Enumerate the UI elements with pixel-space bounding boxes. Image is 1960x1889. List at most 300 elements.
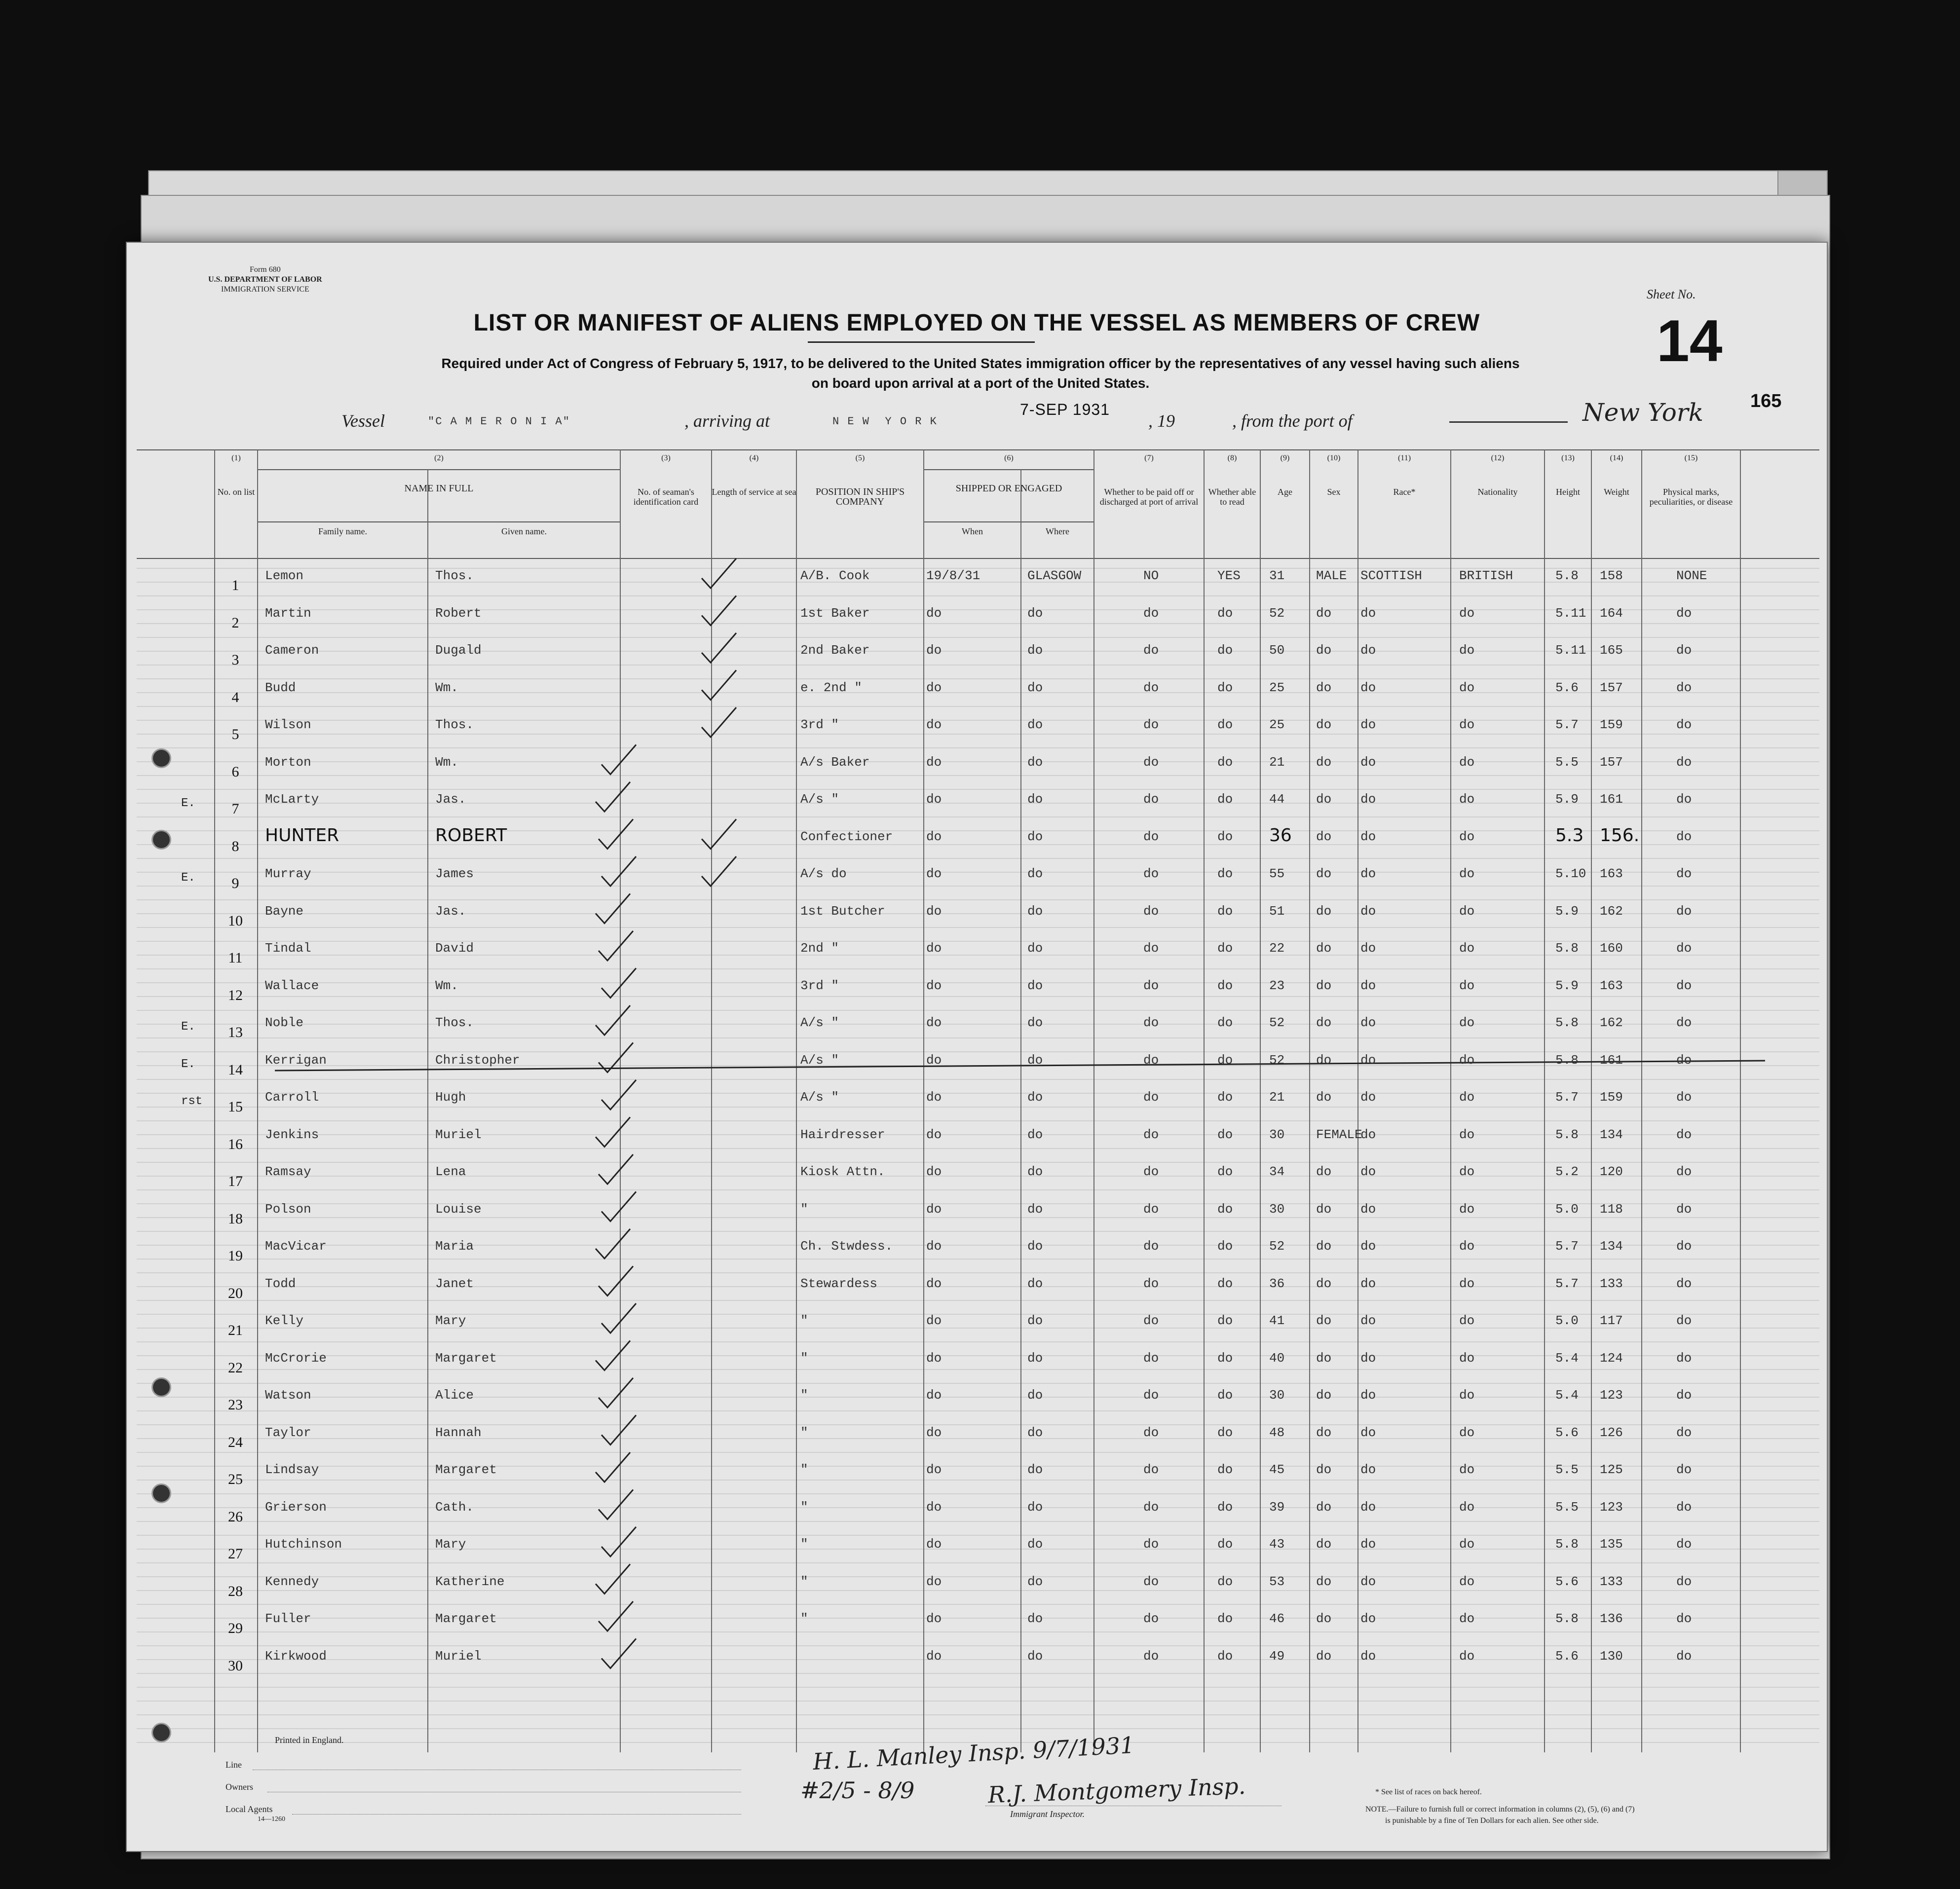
column-number: (12)	[1491, 454, 1505, 462]
cell-height: 5.7	[1555, 1276, 1579, 1291]
cell-position: A/s "	[800, 792, 839, 807]
year-prefix: , 19	[1148, 411, 1175, 431]
cell-family: Hutchinson	[265, 1537, 342, 1552]
cell-position: Hairdresser	[800, 1127, 885, 1142]
cell-when: do	[926, 829, 942, 844]
cell-weight: 159	[1600, 717, 1623, 732]
cell-height: 5.7	[1555, 1239, 1579, 1254]
cell-position: "	[800, 1537, 808, 1552]
cell-marks: do	[1676, 866, 1692, 881]
cell-race: do	[1360, 605, 1376, 621]
cell-sex: do	[1316, 1201, 1332, 1217]
cell-when: do	[926, 1164, 942, 1179]
cell-height: 5.8	[1555, 1015, 1579, 1030]
cell-read: do	[1217, 680, 1233, 695]
service: IMMIGRATION SERVICE	[221, 285, 309, 294]
cell-read: YES	[1217, 568, 1241, 583]
cell-race: do	[1360, 1127, 1376, 1142]
column-number: (5)	[855, 454, 865, 462]
cell-read: do	[1217, 1388, 1233, 1403]
cell-read: do	[1217, 1090, 1233, 1105]
cell-sex: MALE	[1316, 568, 1347, 583]
cell-read: do	[1217, 1499, 1233, 1515]
cell-age: 43	[1269, 1537, 1285, 1552]
cell-where: do	[1027, 1090, 1043, 1105]
cell-sex: do	[1316, 1499, 1332, 1515]
cell-marks: do	[1676, 978, 1692, 993]
cell-race: do	[1360, 829, 1376, 844]
cell-read: do	[1217, 1350, 1233, 1366]
row-number: 24	[228, 1434, 243, 1450]
cell-age: 36	[1269, 825, 1292, 846]
inspector-label: Immigrant Inspector.	[1010, 1809, 1085, 1819]
cell-given: Alice	[435, 1388, 474, 1403]
cell-nat: do	[1459, 829, 1475, 844]
column-header: Physical marks, peculiarities, or disease	[1649, 487, 1733, 507]
cell-age: 51	[1269, 903, 1285, 919]
cell-read: do	[1217, 1276, 1233, 1291]
cell-race: do	[1360, 717, 1376, 732]
cell-nat: do	[1459, 1015, 1475, 1030]
cell-given: Cath.	[435, 1499, 474, 1515]
check-mark	[596, 894, 630, 924]
cell-marks: do	[1676, 1164, 1692, 1179]
cell-where: do	[1027, 1164, 1043, 1179]
cell-race: do	[1360, 1313, 1376, 1328]
side-mark: E.	[181, 797, 195, 810]
cell-given: Janet	[435, 1276, 474, 1291]
cell-when: do	[926, 1537, 942, 1552]
cell-paid: do	[1143, 1350, 1159, 1366]
check-mark	[599, 931, 633, 961]
cell-family: McCrorie	[265, 1350, 327, 1366]
cell-height: 5.5	[1555, 1499, 1579, 1515]
footer-line-label: Line	[226, 1760, 242, 1770]
cell-given: Wm.	[435, 754, 458, 770]
cell-height: 5.9	[1555, 978, 1579, 993]
cell-when: do	[926, 866, 942, 881]
cell-position: 3rd "	[800, 978, 839, 993]
column-header: POSITION IN SHIP'S COMPANY	[815, 486, 905, 507]
cell-nat: do	[1459, 1090, 1475, 1105]
cell-given: Lena	[435, 1164, 466, 1179]
column-number: (10)	[1327, 454, 1341, 462]
row-number: 22	[228, 1359, 243, 1376]
cell-given: Jas.	[435, 792, 466, 807]
cell-nat: do	[1459, 1537, 1475, 1552]
cell-paid: do	[1143, 1164, 1159, 1179]
cell-sex: do	[1316, 1313, 1332, 1328]
cell-when: do	[926, 1276, 942, 1291]
cell-where: do	[1027, 792, 1043, 807]
column-number: (8)	[1227, 454, 1237, 462]
cell-given: Wm.	[435, 978, 458, 993]
row-number: 8	[231, 838, 239, 854]
column-header: Whether able to read	[1208, 487, 1256, 507]
cell-when: do	[926, 792, 942, 807]
column-header: Whether to be paid off or discharged at port of arrival	[1099, 487, 1199, 507]
cell-when: do	[926, 643, 942, 658]
vessel-name: "C A M E R O N I A"	[428, 415, 570, 428]
cell-sex: FEMALE	[1316, 1127, 1362, 1142]
cell-family: MacVicar	[265, 1239, 327, 1254]
cell-position: "	[800, 1425, 808, 1440]
cell-read: do	[1217, 978, 1233, 993]
cell-where: do	[1027, 1648, 1043, 1664]
cell-race: do	[1360, 1462, 1376, 1477]
cell-race: do	[1360, 1201, 1376, 1217]
cell-paid: do	[1143, 1648, 1159, 1664]
cell-family: Kennedy	[265, 1574, 319, 1589]
cell-age: 53	[1269, 1574, 1285, 1589]
cell-family: Wilson	[265, 717, 311, 732]
cell-nat: do	[1459, 1388, 1475, 1403]
cell-sex: do	[1316, 1425, 1332, 1440]
column-number: (2)	[434, 454, 444, 462]
row-number: 13	[228, 1024, 243, 1040]
cell-where: do	[1027, 1052, 1043, 1068]
cell-sex: do	[1316, 1276, 1332, 1291]
cell-family: Bayne	[265, 903, 304, 919]
cell-marks: do	[1676, 1425, 1692, 1440]
row-number: 17	[228, 1173, 243, 1189]
cell-weight: 161	[1600, 1052, 1623, 1068]
cell-sex: do	[1316, 717, 1332, 732]
row-number: 15	[228, 1099, 243, 1115]
cell-position: A/s Baker	[800, 754, 870, 770]
subtitle-line-1: Required under Act of Congress of February 5, 1917, to be delivered to the United States immigration officer by the representatives of any vessel having such aliens	[441, 356, 1520, 371]
cell-marks: do	[1676, 1388, 1692, 1403]
column-number: (7)	[1144, 454, 1154, 462]
column-number: (3)	[661, 454, 671, 462]
footer-owners-label: Owners	[226, 1782, 253, 1792]
cell-age: 40	[1269, 1350, 1285, 1366]
row-number: 3	[231, 652, 239, 668]
footer-agents-code: 14—1260	[258, 1815, 285, 1823]
form-number: Form 680	[250, 265, 281, 274]
cell-sex: do	[1316, 605, 1332, 621]
check-mark	[602, 1639, 636, 1668]
cell-sex: do	[1316, 978, 1332, 993]
cell-marks: do	[1676, 1090, 1692, 1105]
cell-height: 5.0	[1555, 1201, 1579, 1217]
cell-given: Muriel	[435, 1648, 482, 1664]
cell-where: do	[1027, 754, 1043, 770]
cell-sex: do	[1316, 1462, 1332, 1477]
cell-marks: do	[1676, 792, 1692, 807]
cell-where: do	[1027, 1127, 1043, 1142]
cell-family: Lemon	[265, 568, 304, 583]
cell-marks: do	[1676, 605, 1692, 621]
sheet-number: 14	[1657, 308, 1723, 374]
cell-height: 5.8	[1555, 1537, 1579, 1552]
cell-given: Maria	[435, 1239, 474, 1254]
cell-height: 5.8	[1555, 568, 1579, 583]
cell-given: Thos.	[435, 717, 474, 732]
cell-read: do	[1217, 866, 1233, 881]
cell-paid: do	[1143, 829, 1159, 844]
footer-agents-label: Local Agents	[226, 1804, 273, 1814]
cell-nat: do	[1459, 1164, 1475, 1179]
row-number: 27	[228, 1546, 243, 1562]
cell-family: Murray	[265, 866, 311, 881]
check-mark	[602, 1303, 636, 1333]
cell-read: do	[1217, 1164, 1233, 1179]
cell-marks: do	[1676, 1015, 1692, 1030]
cell-weight: 125	[1600, 1462, 1623, 1477]
manifest-title: LIST OR MANIFEST OF ALIENS EMPLOYED ON THE VESSEL AS MEMBERS OF CREW	[473, 310, 1480, 336]
cell-nat: do	[1459, 941, 1475, 956]
cell-marks: do	[1676, 1499, 1692, 1515]
cell-weight: 161	[1600, 792, 1623, 807]
row-number: 20	[228, 1285, 243, 1301]
cell-marks: do	[1676, 941, 1692, 956]
cell-marks: do	[1676, 680, 1692, 695]
punch-hole	[151, 1723, 171, 1742]
cell-paid: do	[1143, 717, 1159, 732]
row-number: 1	[231, 577, 239, 593]
cell-where: do	[1027, 829, 1043, 844]
cell-weight: 158	[1600, 568, 1623, 583]
cell-nat: do	[1459, 903, 1475, 919]
page-number: 165	[1750, 391, 1782, 411]
check-mark	[596, 1452, 630, 1482]
row-number: 25	[228, 1471, 243, 1487]
cell-age: 22	[1269, 941, 1285, 956]
cell-race: do	[1360, 1090, 1376, 1105]
row-number: 7	[231, 801, 239, 817]
column-number: (15)	[1684, 454, 1698, 462]
cell-weight: 120	[1600, 1164, 1623, 1179]
cell-age: 46	[1269, 1611, 1285, 1626]
cell-nat: do	[1459, 754, 1475, 770]
cell-nat: do	[1459, 792, 1475, 807]
cell-given: Mary	[435, 1313, 466, 1328]
check-mark	[596, 1005, 630, 1035]
cell-height: 5.11	[1555, 605, 1586, 621]
side-mark: E.	[181, 1057, 195, 1071]
cell-nat: do	[1459, 978, 1475, 993]
cell-weight: 123	[1600, 1388, 1623, 1403]
punch-hole	[151, 1483, 171, 1503]
cell-where: do	[1027, 1313, 1043, 1328]
column-number: (11)	[1397, 454, 1411, 462]
cell-when: do	[926, 1611, 942, 1626]
cell-position: "	[800, 1313, 808, 1328]
cell-family: HUNTER	[265, 825, 339, 846]
cell-age: 52	[1269, 1239, 1285, 1254]
cell-position: "	[800, 1201, 808, 1217]
cell-read: do	[1217, 1239, 1233, 1254]
cell-sex: do	[1316, 1052, 1332, 1068]
cell-given: Jas.	[435, 903, 466, 919]
cell-weight: 124	[1600, 1350, 1623, 1366]
cell-where: do	[1027, 941, 1043, 956]
cell-race: do	[1360, 680, 1376, 695]
cell-family: Kirkwood	[265, 1648, 327, 1664]
cell-sex: do	[1316, 1090, 1332, 1105]
column-number: (4)	[749, 454, 759, 462]
cell-sex: do	[1316, 829, 1332, 844]
cell-race: do	[1360, 1052, 1376, 1068]
cell-position: A/s "	[800, 1052, 839, 1068]
signature-manley: H. L. Manley Insp. 9/7/1931	[812, 1731, 1135, 1776]
cell-family: Martin	[265, 605, 311, 621]
cell-nat: do	[1459, 1313, 1475, 1328]
check-mark	[702, 558, 736, 588]
cell-given: Muriel	[435, 1127, 482, 1142]
cell-age: 49	[1269, 1648, 1285, 1664]
cell-given: Katherine	[435, 1574, 505, 1589]
subhead-where: Where	[1046, 526, 1069, 536]
cell-position: Stewardess	[800, 1276, 878, 1291]
cell-sex: do	[1316, 866, 1332, 881]
cell-given: Margaret	[435, 1611, 497, 1626]
cell-family: Lindsay	[265, 1462, 319, 1477]
cell-paid: do	[1143, 1239, 1159, 1254]
cell-race: do	[1360, 1015, 1376, 1030]
check-mark	[599, 1154, 633, 1184]
cell-where: do	[1027, 1499, 1043, 1515]
cell-race: do	[1360, 792, 1376, 807]
cell-read: do	[1217, 829, 1233, 844]
cell-age: 25	[1269, 717, 1285, 732]
cell-read: do	[1217, 643, 1233, 658]
cell-paid: do	[1143, 1499, 1159, 1515]
subhead-when: When	[962, 526, 983, 536]
cell-marks: do	[1676, 829, 1692, 844]
cell-age: 21	[1269, 754, 1285, 770]
cell-where: do	[1027, 1015, 1043, 1030]
cell-age: 30	[1269, 1388, 1285, 1403]
cell-age: 48	[1269, 1425, 1285, 1440]
cell-age: 45	[1269, 1462, 1285, 1477]
from-port-label: , from the port of	[1232, 411, 1353, 431]
cell-height: 5.2	[1555, 1164, 1579, 1179]
cell-marks: NONE	[1676, 568, 1707, 583]
cell-family: Taylor	[265, 1425, 311, 1440]
column-header: No. of seaman's identification card	[633, 487, 699, 507]
punch-hole	[151, 1377, 171, 1397]
cell-where: do	[1027, 866, 1043, 881]
arriving-label: , arriving at	[684, 411, 770, 431]
signature-montgomery: R.J. Montgomery Insp.	[987, 1772, 1246, 1809]
cell-paid: do	[1143, 1052, 1159, 1068]
vessel-label: Vessel	[341, 411, 385, 431]
cell-height: 5.0	[1555, 1313, 1579, 1328]
cell-height: 5.4	[1555, 1350, 1579, 1366]
cell-weight: 126	[1600, 1425, 1623, 1440]
cell-marks: do	[1676, 643, 1692, 658]
check-mark	[702, 596, 736, 626]
cell-nat: do	[1459, 1499, 1475, 1515]
cell-when: do	[926, 605, 942, 621]
cell-position: A/B. Cook	[800, 568, 870, 583]
cell-nat: do	[1459, 866, 1475, 881]
check-mark	[596, 1229, 630, 1259]
cell-age: 41	[1269, 1313, 1285, 1328]
cell-paid: do	[1143, 866, 1159, 881]
cell-family: Morton	[265, 754, 311, 770]
check-marks	[127, 243, 1827, 1851]
cell-sex: do	[1316, 1611, 1332, 1626]
cell-weight: 156.	[1600, 825, 1640, 846]
cell-where: do	[1027, 605, 1043, 621]
cell-marks: do	[1676, 1462, 1692, 1477]
cell-height: 5.9	[1555, 903, 1579, 919]
cell-when: do	[926, 1015, 942, 1030]
cell-read: do	[1217, 1574, 1233, 1589]
cell-paid: do	[1143, 903, 1159, 919]
cell-read: do	[1217, 1052, 1233, 1068]
cell-read: do	[1217, 1537, 1233, 1552]
cell-height: 5.11	[1555, 643, 1586, 658]
cell-when: do	[926, 1350, 942, 1366]
check-mark	[602, 1527, 636, 1556]
cell-paid: do	[1143, 1276, 1159, 1291]
check-mark	[599, 1490, 633, 1519]
cell-read: do	[1217, 941, 1233, 956]
cell-age: 30	[1269, 1201, 1285, 1217]
cell-read: do	[1217, 903, 1233, 919]
cell-age: 34	[1269, 1164, 1285, 1179]
column-number: (13)	[1561, 454, 1575, 462]
cell-where: do	[1027, 1239, 1043, 1254]
cell-family: Noble	[265, 1015, 304, 1030]
cell-height: 5.9	[1555, 792, 1579, 807]
cell-position: e. 2nd "	[800, 680, 862, 695]
cell-paid: do	[1143, 792, 1159, 807]
manifest-sheet	[126, 242, 1828, 1852]
cell-weight: 133	[1600, 1574, 1623, 1589]
row-number: 5	[231, 726, 239, 742]
cell-where: do	[1027, 680, 1043, 695]
subhead-family: Family name.	[318, 526, 367, 536]
check-mark	[596, 782, 630, 812]
cell-position: "	[800, 1388, 808, 1403]
cell-height: 5.8	[1555, 1127, 1579, 1142]
cell-weight: 162	[1600, 1015, 1623, 1030]
cell-position: 2nd "	[800, 941, 839, 956]
cell-when: do	[926, 680, 942, 695]
cell-height: 5.5	[1555, 1462, 1579, 1477]
cell-race: do	[1360, 1611, 1376, 1626]
cell-weight: 163	[1600, 866, 1623, 881]
cell-marks: do	[1676, 754, 1692, 770]
cell-nat: do	[1459, 1276, 1475, 1291]
cell-marks: do	[1676, 1052, 1692, 1068]
column-header: Length of service at sea	[712, 487, 796, 497]
cell-age: 36	[1269, 1276, 1285, 1291]
check-mark	[602, 856, 636, 886]
cell-given: Wm.	[435, 680, 458, 695]
cell-sex: do	[1316, 680, 1332, 695]
cell-family: Grierson	[265, 1499, 327, 1515]
cell-sex: do	[1316, 1388, 1332, 1403]
cell-when: do	[926, 1425, 942, 1440]
column-header: Height	[1556, 487, 1580, 497]
cell-nat: BRITISH	[1459, 568, 1513, 583]
cell-race: do	[1360, 1388, 1376, 1403]
cell-marks: do	[1676, 1276, 1692, 1291]
cell-where: do	[1027, 1350, 1043, 1366]
races-note: * See list of races on back hereof.	[1375, 1788, 1482, 1796]
cell-position: "	[800, 1499, 808, 1515]
date-stamp: 7-SEP 1931	[1020, 401, 1110, 418]
cell-read: do	[1217, 1201, 1233, 1217]
check-mark	[602, 968, 636, 998]
cell-given: Hugh	[435, 1090, 466, 1105]
